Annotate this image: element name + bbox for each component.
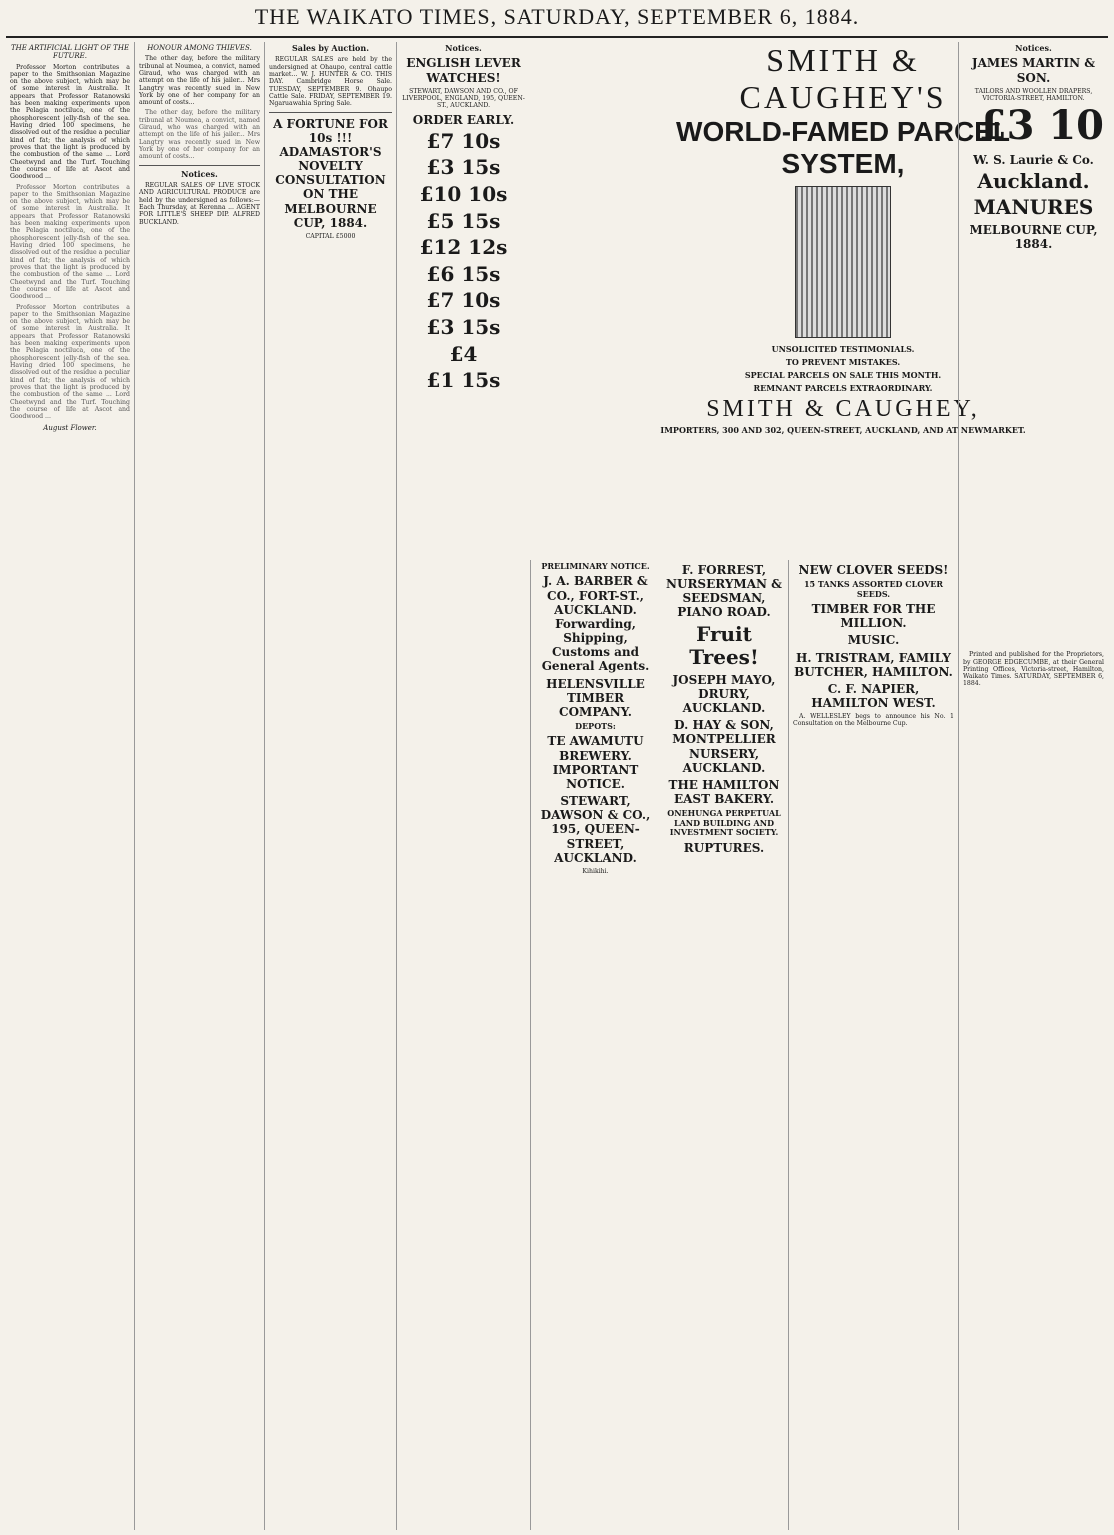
price: £1 15s [426, 368, 501, 393]
column-1 [6, 42, 134, 1530]
clover-ad: NEW CLOVER SEEDS! [798, 563, 949, 577]
banner-address: IMPORTERS, 300 AND 302, QUEEN-STREET, AUCKLAND, AND AT NEWMARKET. [660, 425, 1026, 435]
bakery-ad: THE HAMILTON EAST BAKERY. [668, 777, 780, 807]
napier-ad: C. F. NAPIER, HAMILTON WEST. [811, 681, 936, 710]
banner-title: SMITH & CAUGHEY'S [739, 42, 947, 115]
article-text: Professor Morton contributes a paper to the Smithsonian Magazine on the above subject, which may be of some interest in Australia. It appears that Professor Ratanowski has been making experiments upon the Pelagia noctiluca, one of the phosphorescent jelly-fish of the sea. Having dried 100 specimens, he dissolved out of the residue a peculiar kind of fat; the analysis of which proves that the light is produced by the combustion of the same ... Lord Cheetwynd and the Turf. Touching the course of life at Ascot and Goodwood ... [10, 63, 131, 181]
manures-label: MANURES [973, 195, 1094, 220]
price: £7 10s [426, 128, 501, 153]
barber-ad: J. A. BARBER & CO., FORT-ST., AUCKLAND. Forwarding, Shipping, Customs and General Agents. [541, 574, 650, 674]
printer-imprint: Printed and published for the Proprietors, by GEORGE EDGECUMBE, at their General Printing Offices, Victoria-street, Hamilton, Waikato Times. SATURDAY, SEPTEMBER 6, 1884. [963, 651, 1104, 688]
depots-label: DEPOTS: [575, 721, 616, 731]
kihikihi-label: Kihikihi. [582, 867, 609, 875]
tristram-ad: H. TRISTRAM, FAMILY BUTCHER, HAMILTON. [794, 650, 953, 679]
order-early: ORDER EARLY. [412, 112, 515, 127]
article-heading: HONOUR AMONG THIEVES. [147, 44, 252, 52]
notice-text: REGULAR SALES OF LIVE STOCK AND AGRICULTURAL PRODUCE are held by the undersigned as follows:— Each Thursday, at Rerenna ... AGENT FOR LITTLE'S SHEEP DIP. ALFRED BUCKLAND. [139, 182, 260, 226]
wellesley-ad: A. WELLESLEY begs to announce his No. 1 Consultation on the Melbourne Cup. [793, 713, 954, 728]
column-8 [958, 42, 1108, 1530]
column-4 [396, 42, 530, 1530]
column-7 [788, 560, 958, 1530]
melbourne-cup-ad: MELBOURNE CUP, 1884. [969, 222, 1098, 252]
article-heading: THE ARTIFICIAL LIGHT OF THE FUTURE. [10, 44, 130, 61]
price: £7 10s [426, 288, 501, 313]
price: £4 [449, 341, 478, 366]
brewery-ad: TE AWAMUTU BREWERY. IMPORTANT NOTICE. [547, 734, 644, 791]
article-text: Professor Morton contributes a paper to the Smithsonian Magazine on the above subject, which may be of some interest in Australia. It appears that Professor Ratanowski has been making experiments upon the Pelagia noctiluca, one of the phosphorescent jelly-fish of the sea. Having dried 100 specimens, he dissolved out of the residue a peculiar kind of fat; the analysis of which proves that the light is produced by the combustion of the same ... Lord Cheetwynd and the Turf. Touching the course of life at Ascot and Goodwood ... [10, 303, 131, 421]
tailors-ad: TAILORS AND WOOLLEN DRAPERS, VICTORIA-STREET, HAMILTON. [974, 87, 1093, 103]
section-heading: Notices. [1015, 43, 1052, 53]
remnant-heading: REMNANT PARCELS EXTRAORDINARY. [753, 383, 933, 393]
banner-subtitle: WORLD-FAMED PARCEL SYSTEM, [676, 116, 1010, 179]
column-5 [530, 560, 660, 1530]
mayo-ad: JOSEPH MAYO, DRURY, AUCKLAND. [672, 672, 776, 716]
suit-price: £3 10 [978, 102, 1104, 150]
masthead: THE WAIKATO TIMES, SATURDAY, SEPTEMBER 6, 1884. [254, 4, 860, 29]
article-heading: August Flower. [43, 423, 97, 432]
price: £6 15s [426, 261, 501, 286]
testimonials-heading: UNSOLICITED TESTIMONIALS. [771, 344, 915, 354]
price: £10 10s [419, 182, 508, 207]
onehunga-ad: ONEHUNGA PERPETUAL LAND BUILDING AND INVESTMENT SOCIETY. [667, 808, 781, 838]
auckland-label: Auckland. [977, 168, 1090, 193]
price: £3 15s [426, 315, 501, 339]
laurie-ad: W. S. Laurie & Co. [973, 152, 1094, 167]
timber-ad: TIMBER FOR THE MILLION. [811, 602, 936, 631]
article-text: Professor Morton contributes a paper to the Smithsonian Magazine on the above subject, which may be of some interest in Australia. It appears that Professor Ratanowski has been making experiments upon the Pelagia noctiluca, one of the phosphorescent jelly-fish of the sea. Having dried 100 specimens, he dissolved out of the residue a peculiar kind of fat; the analysis of which proves that the light is produced by the combustion of the same ... Lord Cheetwynd and the Turf. Touching the course of life at Ascot and Goodwood ... [10, 183, 131, 301]
music-ad: MUSIC. [847, 633, 900, 648]
ruptures-ad: RUPTURES. [683, 840, 765, 855]
column-2 [134, 42, 264, 1530]
column-6 [660, 560, 788, 1530]
article-text: The other day, before the military tribunal at Noumea, a convict, named Giraud, who was charged with an attempt on the life of his jailer... Mrs Langtry was recently sued in New York by one of her company for an amount of costs... [139, 55, 260, 107]
price: £3 15s [426, 155, 501, 180]
fortune-ad: A FORTUNE FOR 10s !!! ADAMASTOR'S NOVELTY CONSULTATION ON THE MELBOURNE CUP, 1884. [273, 116, 388, 230]
tanks-ad: 15 TANKS ASSORTED CLOVER SEEDS. [803, 579, 944, 599]
divider [269, 112, 392, 113]
article-text: The other day, before the military tribunal at Noumea, a convict, named Giraud, who was charged with an attempt on the life of his jailer... Mrs Langtry was recently sued in New York by one of her company for an amount of costs... [139, 109, 260, 161]
stewart-address: STEWART, DAWSON AND CO., OF LIVERPOOL, ENGLAND, 195, QUEEN-ST., AUCKLAND. [402, 87, 525, 110]
martin-ad: JAMES MARTIN & SON. [971, 56, 1096, 85]
masthead-rule [6, 36, 1108, 38]
price: £12 12s [419, 235, 508, 260]
column-3 [264, 42, 396, 1530]
auction-text: REGULAR SALES are held by the undersigned at Ohaupo, central cattle market... W. J. HUNTER & CO. THIS DAY. Cambridge Horse Sale. TUESDAY, SEPTEMBER 9. Ohaupo Cattle Sale. FRIDAY, SEPTEMBER 19. Ngaruawahia Spring Sale. [269, 56, 392, 108]
building-illustration [795, 186, 891, 338]
helensville-ad: HELENSVILLE TIMBER COMPANY. [546, 676, 645, 719]
section-heading: Notices. [181, 168, 218, 179]
special-heading: SPECIAL PARCELS ON SALE THIS MONTH. [744, 370, 942, 380]
stewart-ad: STEWART, DAWSON & CO., 195, QUEEN-STREET, AUCKLAND. [540, 794, 651, 865]
section-heading: PRELIMINARY NOTICE. [541, 561, 650, 571]
price: £5 15s [426, 208, 501, 233]
capital-label: CAPITAL £5000 [305, 232, 356, 240]
watches-title: ENGLISH LEVER WATCHES! [406, 56, 521, 85]
prevent-heading: TO PREVENT MISTAKES. [785, 357, 901, 367]
divider [139, 165, 260, 166]
fruit-trees: Fruit Trees! [689, 621, 759, 670]
hay-ad: D. HAY & SON, MONTPELLIER NURSERY, AUCKLAND. [672, 718, 776, 775]
banner-footer: SMITH & CAUGHEY, [706, 396, 980, 422]
section-heading: Notices. [445, 43, 482, 53]
forrest-ad: F. FORREST, NURSERYMAN & SEEDSMAN, PIANO ROAD. [666, 563, 782, 620]
section-heading: Sales by Auction. [292, 43, 369, 53]
